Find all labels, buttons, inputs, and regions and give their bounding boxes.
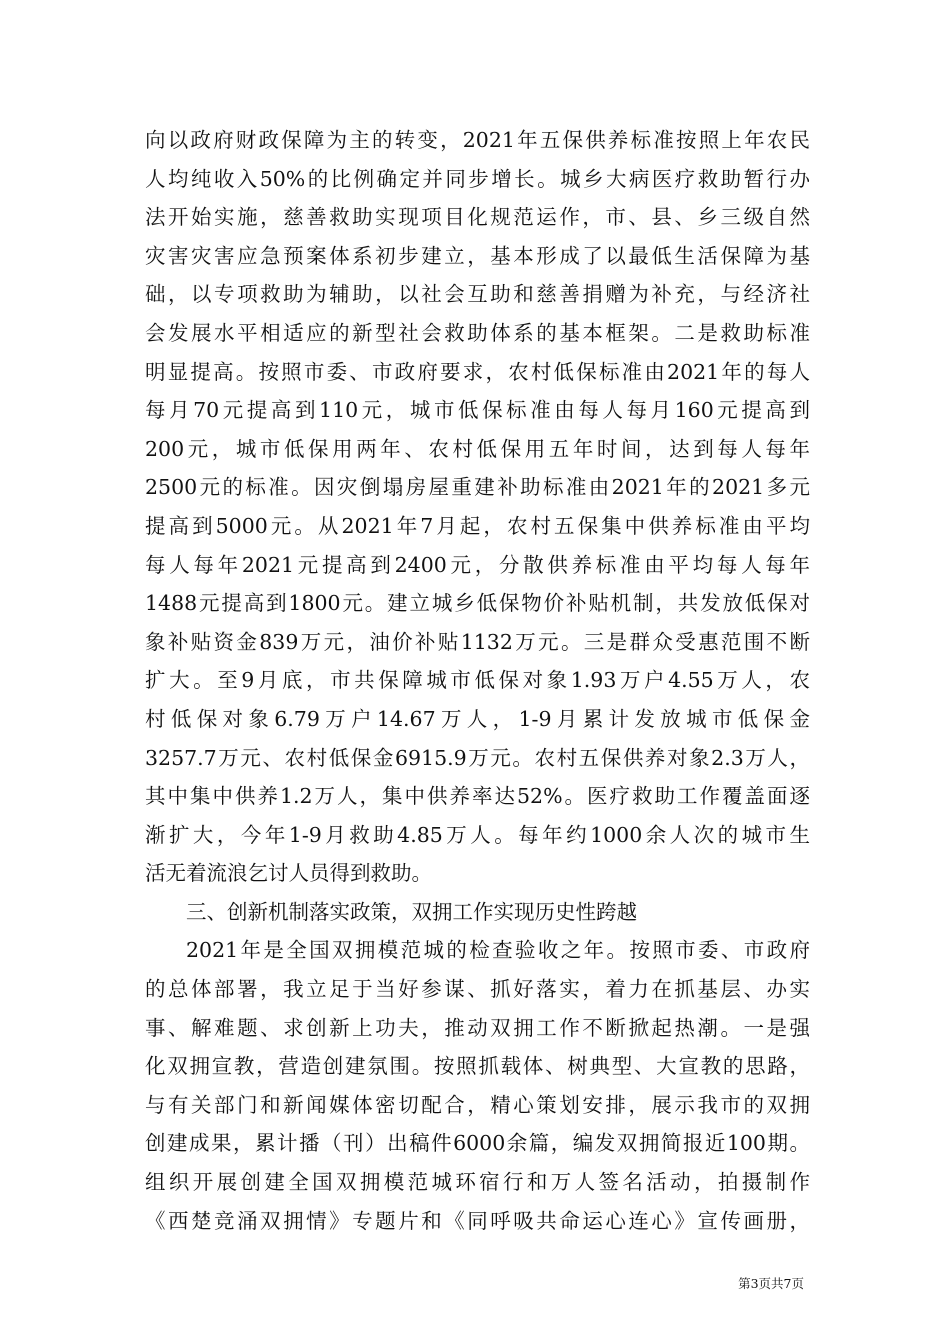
- text-line: 村低保对象6.79万户14.67万人，1-9月累计发放城市低保金: [145, 706, 810, 731]
- text-line: 每人每年2021元提高到2400元，分散供养标准由平均每人每年: [145, 552, 810, 577]
- text-line: 灾害灾害应急预案体系初步建立，基本形成了以最低生活保障为基: [145, 243, 810, 268]
- text-line: 明显提高。按照市委、市政府要求，农村低保标准由2021年的每人: [145, 359, 810, 384]
- text-line: 活无着流浪乞讨人员得到救助。: [145, 861, 432, 886]
- text-line: 每月70元提高到110元，城市低保标准由每人每月160元提高到: [145, 398, 810, 423]
- text-line: 础，以专项救助为辅助，以社会互助和慈善捐赠为补充，与经济社: [145, 282, 810, 307]
- text-line: 会发展水平相适应的新型社会救助体系的基本框架。二是救助标准: [145, 320, 810, 345]
- text-line: 1488元提高到1800元。建立城乡低保物价补贴机制，共发放低保对: [145, 591, 810, 616]
- text-line: 2021年是全国双拥模范城的检查验收之年。按照市委、市政府: [186, 938, 810, 963]
- text-line: 组织开展创建全国双拥模范城环宿行和万人签名活动，拍摄制作: [145, 1170, 810, 1195]
- text-line: 《西楚竞涌双拥情》专题片和《同呼吸共命运心连心》宣传画册，: [145, 1208, 810, 1233]
- page-number-footer: 第3页共7页: [738, 1276, 804, 1291]
- text-line: 200元，城市低保用两年、农村低保用五年时间，达到每人每年: [145, 436, 810, 461]
- text-line: 的总体部署，我立足于当好参谋、抓好落实，着力在抓基层、办实: [145, 977, 810, 1002]
- text-line: 创建成果，累计播（刊）出稿件6000余篇，编发双拥简报近100期。: [145, 1131, 810, 1156]
- text-line: 法开始实施，慈善救助实现项目化规范运作，市、县、乡三级自然: [145, 205, 810, 230]
- text-line: 扩大。至9月底，市共保障城市低保对象1.93万户4.55万人，农: [145, 668, 810, 693]
- text-line: 其中集中供养1.2万人，集中供养率达52%。医疗救助工作覆盖面逐: [145, 784, 810, 809]
- body-text: [145, 121, 810, 1240]
- text-line: 象补贴资金839万元，油价补贴1132万元。三是群众受惠范围不断: [145, 629, 810, 654]
- text-line: 向以政府财政保障为主的转变，2021年五保供养标准按照上年农民: [145, 128, 810, 152]
- text-line: 3257.7万元、农村低保金6915.9万元。农村五保供养对象2.3万人，: [145, 745, 810, 770]
- text-line: 提高到5000元。从2021年7月起，农村五保集中供养标准由平均: [145, 513, 810, 538]
- text-line: 2500元的标准。因灾倒塌房屋重建补助标准由2021年的2021多元: [145, 475, 810, 500]
- text-line: 人均纯收入50%的比例确定并同步增长。城乡大病医疗救助暂行办: [145, 166, 810, 191]
- text-line: 事、解难题、求创新上功夫，推动双拥工作不断掀起热潮。一是强: [145, 1015, 810, 1040]
- text-line: 渐扩大，今年1-9月救助4.85万人。每年约1000余人次的城市生: [145, 822, 810, 847]
- section-heading: 三、创新机制落实政策，双拥工作实现历史性跨越: [186, 899, 637, 924]
- text-line: 与有关部门和新闻媒体密切配合，精心策划安排，展示我市的双拥: [145, 1092, 810, 1117]
- text-line: 化双拥宣教，营造创建氛围。按照抓载体、树典型、大宣教的思路，: [145, 1054, 810, 1079]
